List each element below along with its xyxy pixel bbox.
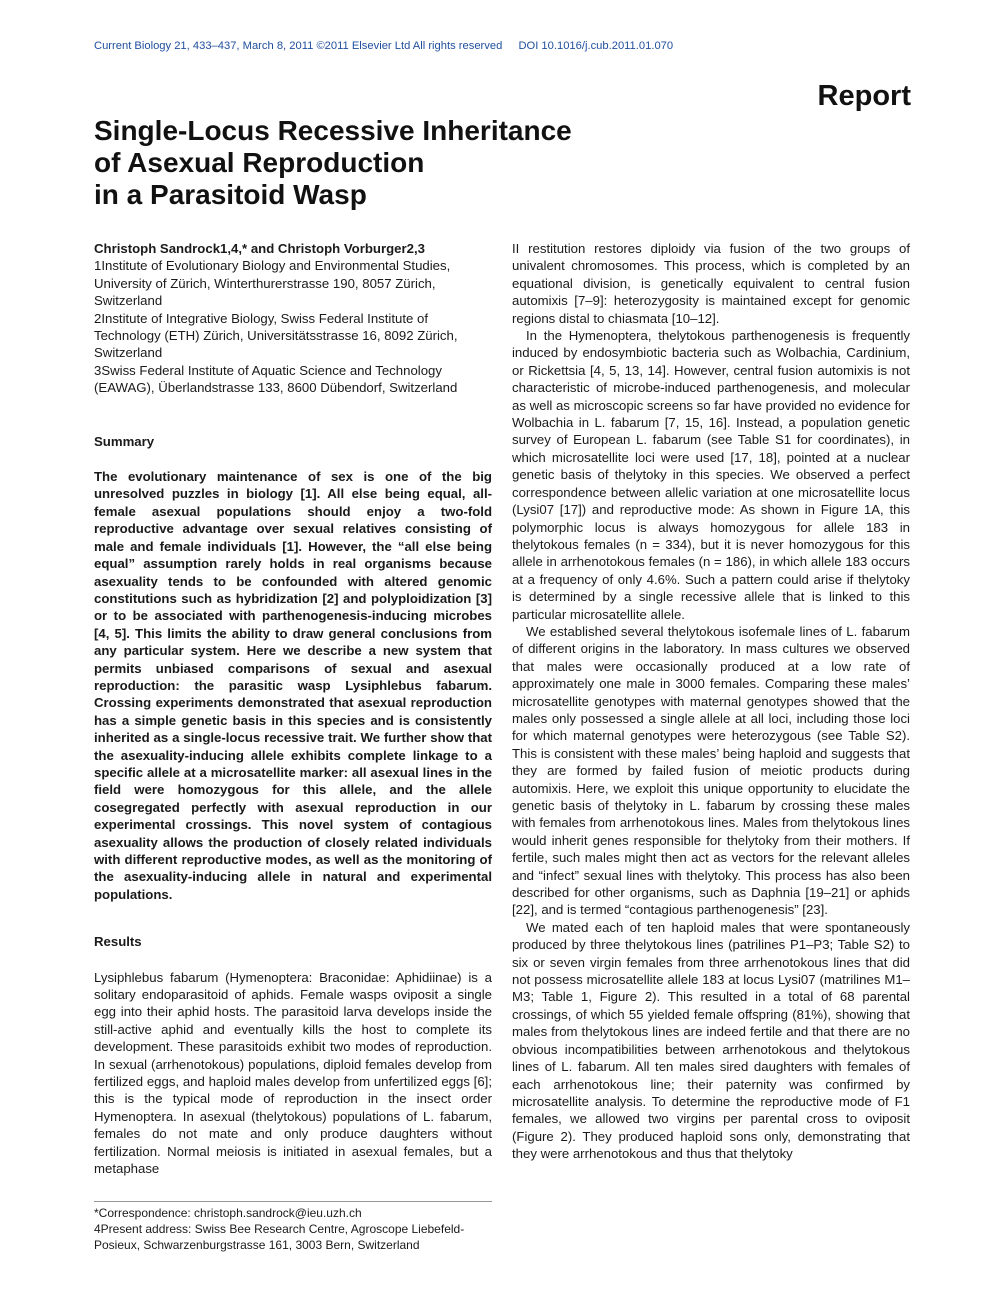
address-footnote: 4Present address: Swiss Bee Research Centre, Agroscope Liebefeld-Posieux, Schwarzenburgstrasse 161, 3003 Bern, Switzerland	[94, 1222, 465, 1252]
body-paragraph: We mated each of ten haploid males that were spontaneously produced by three thelytokous lines (patrilines P1–P3; Table S2) to six or seven virgin females from three arrhenotokous lines that did not possess microsatellite allele 183 at locus Lysi07 (matrilines M1–M3; Table 1, Figure 2). This resulted in a total of 68 parental crossings, of which 55 yielded female offspring (81%), showing that males from thelytokous lines are indeed fertile and that there are no obvious incompatibilities between arrhenotokous and thelytokous lines of L. fabarum. All ten males sired daughters with females of each arrhenotokous line; their paternity was confirmed by microsatellite analysis. To determine the reproductive mode of F1 females, we allowed two virgins per parental cross to oviposit (Figure 2). They produced haploid sons only, demonstrating that they were arrhenotokous and thus that thelytoky	[512, 919, 910, 1162]
title-line: of Asexual Reproduction	[94, 147, 425, 178]
doi-link[interactable]: DOI 10.1016/j.cub.2011.01.070	[518, 40, 674, 52]
article-title	[94, 115, 654, 211]
summary-heading: Summary	[94, 433, 155, 449]
body-paragraph: II restitution restores diploidy via fusion of the two groups of univalent chromosomes. This process, which is completed by an equational division, is genetically equivalent to central fusion automixis [7–9]: heterozygosity is maintained except for genomic regions distal to chiasmata [10–12].	[512, 241, 910, 326]
body-paragraph: In the Hymenoptera, thelytokous parthenogenesis is frequently induced by endosymbiotic bacteria such as Wolbachia, Cardinium, or Rickettsia [4, 5, 13, 14]. However, central fusion automixis is not characteristic of microbe-induced parthenogenesis, and molecular as well as microscopic screens so far have provided no evidence for Wolbachia in L. fabarum [7, 15, 16]. Instead, a population genetic survey of European L. fabarum (see Table S1 for coordinates), in which microsatellite loci were used [17, 18], pointed at a nuclear genetic basis of thelytoky in this species. We observed a perfect correspondence between allelic variation at one microsatellite locus (Lysi07 [17]) and reproductive mode: As shown in Figure 1A, this polymorphic locus is always homozygous for allele 183 in thelytokous females (n = 334), but it is never homozygous for this allele in arrhenotokous females (n = 186), in which allele 183 occurs at a frequency of only 4.6%. Such a pattern could arise if thelytoky is determined by a single recessive allele that is linked to this particular microsatellite allele.	[512, 328, 911, 622]
citation-text: Current Biology 21, 433–437, March 8, 2011 ©2011 Elsevier Ltd All rights reserved	[94, 40, 503, 52]
authors-line: Christoph Sandrock1,4,* and Christoph Vorburger2,3	[94, 241, 425, 256]
right-column	[512, 240, 910, 1163]
footnotes	[94, 1201, 492, 1253]
article-type-label: Report	[817, 80, 911, 112]
results-heading: Results	[94, 934, 142, 950]
summary-paragraph: The evolutionary maintenance of sex is one of the big unresolved puzzles in biology [1]. All else being equal, all-female asexual populations should enjoy a two-fold reproductive advantage over sexual relatives consisting of male and female individuals [1]. However, the “all else being equal” assumption rarely holds in real organisms because asexuality tends to be confounded with altered genomic constitutions such as hybridization [2] and polyploidization [3] or to be associated with parthenogenesis-inducing microbes [4, 5]. This limits the ability to draw general conclusions from any particular system. Here we describe a new system that permits unbiased comparisons of sexual and asexual reproduction: the parasitic wasp Lysiphlebus fabarum. Crossing experiments demonstrated that asexual reproduction has a simple genetic basis in this species and is consistently inherited as a single-locus recessive trait. We further show that the asexuality-inducing allele exhibits complete linkage to a specific allele at a microsatellite marker: all asexual lines in the field were homozygous for this allele, and the allele cosegregated perfectly with asexual reproduction in our experimental crossings. This novel system of contagious asexuality allows the production of closely related individuals with different reproductive modes, as well as the monitoring of the asexuality-inducing allele in natural and experimental populations.	[94, 469, 492, 902]
title-line: Single-Locus Recessive Inheritance	[94, 115, 572, 146]
results-paragraph: Lysiphlebus fabarum (Hymenoptera: Braconidae: Aphidiinae) is a solitary endoparasitoid of aphids. Female wasps oviposit a single egg into their aphid hosts. The parasitoid larva develops inside the still-active aphid and eventually kills the host to complete its development. These parasitoids exhibit two modes of reproduction. In sexual (arrhenotokous) populations, diploid females develop from fertilized eggs, and haploid males develop from unfertilized eggs [6]; this is the typical mode of reproduction in the insect order Hymenoptera. In asexual (thelytokous) populations of L. fabarum, females do not mate and only produce daughters without fertilization. Normal meiosis is initiated in asexual females, but a metaphase	[94, 969, 492, 1177]
body-paragraph: We established several thelytokous isofemale lines of L. fabarum of different origins in the laboratory. In mass cultures we observed that males were occasionally produced at a low rate of approximately one male in 3000 females. Comparing these males’ microsatellite genotypes with maternal genotypes showed that the males only possessed a single allele at all loci, including those loci for which maternal genotypes were heterozygous (see Table S2). This is consistent with these males’ being haploid and suggests that they are formed by failed fusion of meiotic products during automixis. Here, we exploit this unique opportunity to elucidate the genetic basis of thelytoky in L. fabarum by crossing these males with females from arrhenotokous lines. Males from thelytokous lines would inherit genes responsible for thelytoky from their mothers. If fertile, such males might then act as vectors for the relevant alleles and “infect” sexual lines with thelytoky. This process has also been described for other organisms, such as Daphnia [19–21] or aphids [22], and is termed “contagious parthenogenesis” [23].	[512, 623, 910, 918]
journal-header	[94, 40, 676, 52]
title-line: in a Parasitoid Wasp	[94, 179, 367, 210]
affiliation-3: 3Swiss Federal Institute of Aquatic Science and Technology (EAWAG), Überlandstrasse 133, 8600 Dübendorf, Switzerland	[94, 362, 458, 396]
affiliation-1: 1Institute of Evolutionary Biology and Environmental Studies, University of Zürich, Winterthurerstrasse 190, 8057 Zürich, Switzerland	[94, 258, 451, 309]
affiliation-2: 2Institute of Integrative Biology, Swiss Federal Institute of Technology (ETH) Zürich, Universitätsstrasse 16, 8092 Zürich, Switzerland	[94, 310, 458, 361]
correspondence-footnote: *Correspondence: christoph.sandrock@ieu.uzh.ch	[94, 1206, 362, 1220]
left-column	[94, 240, 492, 1178]
